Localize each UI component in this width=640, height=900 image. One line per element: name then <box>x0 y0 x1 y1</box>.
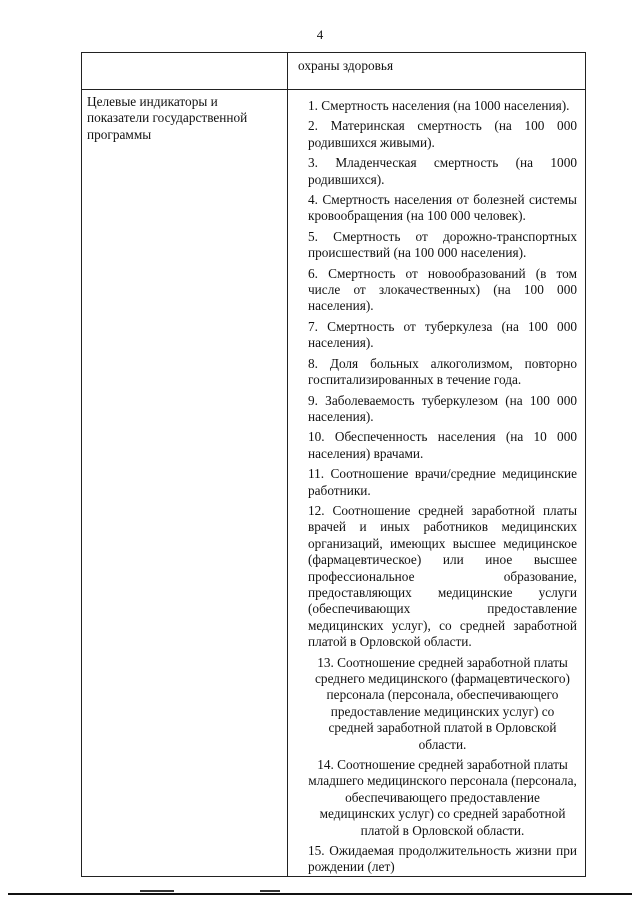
indicator-item: 12. Соотношение средней заработной платы врачей и иных работников медицинских организаций, имеющих высшее медицинское (фармацевтическое) или иное высшее профессиональное образование, предоставляющих медицинские услуги (обеспечивающих предоставление медицинских услуг), со средней заработной платой в Орловской области. <box>308 502 577 650</box>
indicator-item: 6. Смертность от новообразований (в том числе от злокачественных) (на 100 000 населения). <box>308 265 577 314</box>
indicator-item: 9. Заболеваемость туберкулезом (на 100 000 населения). <box>308 392 577 424</box>
row-label-cell <box>82 90 288 877</box>
indicator-list <box>288 90 585 876</box>
table-row <box>82 90 586 877</box>
indicator-item: 1. Смертность населения (на 1000 населения). <box>308 98 570 113</box>
indicator-item: 15. Ожидаемая продолжительность жизни при рождении (лет) <box>308 843 577 875</box>
indicator-item: 2. Материнская смертность (на 100 000 родившихся живыми). <box>308 118 577 150</box>
indicator-item: 3. Младенческая смертность (на 1000 родившихся). <box>308 155 577 187</box>
page-number: 4 <box>316 27 324 42</box>
indicator-item: 8. Доля больных алкоголизмом, повторно госпитализированных в течение года. <box>308 355 577 388</box>
table-row <box>82 53 586 90</box>
indicators-cell <box>288 90 586 877</box>
scan-mark <box>140 890 174 892</box>
row-label-cell <box>82 53 288 90</box>
row-label: Целевые индикаторы и показатели государственной программы <box>87 94 248 142</box>
indicator-item: 4. Смертность населения от болезней системы кровообращения (на 100 000 человек). <box>308 192 577 224</box>
indicator-item: 11. Соотношение врачи/средние медицинские работники. <box>308 466 577 498</box>
indicator-item: 5. Смертность от дорожно-транспортных происшествий (на 100 000 населения). <box>308 228 577 261</box>
row-value-cell <box>288 53 586 90</box>
indicator-item: 7. Смертность от туберкулеза (на 100 000 населения). <box>308 318 577 351</box>
indicator-item: 13. Соотношение средней заработной платы среднего медицинского (фармацевтического) персонала (персонала, обеспечивающего предоставление медицинских услуг) со средней заработной платой в Орловской области. <box>315 654 570 752</box>
indicator-item: 14. Соотношение средней заработной платы младшего медицинского персонала (персонала, обеспечивающего предоставление медицинских услуг) со средней заработной платой в Орловской области. <box>308 757 577 838</box>
row-label <box>82 53 287 57</box>
program-passport-table <box>81 52 586 877</box>
bottom-rule <box>8 893 632 895</box>
indicator-item: 10. Обеспеченность населения (на 10 000 населения) врачами. <box>308 429 577 461</box>
row-value: охраны здоровья <box>298 58 394 73</box>
scan-mark <box>260 890 280 892</box>
